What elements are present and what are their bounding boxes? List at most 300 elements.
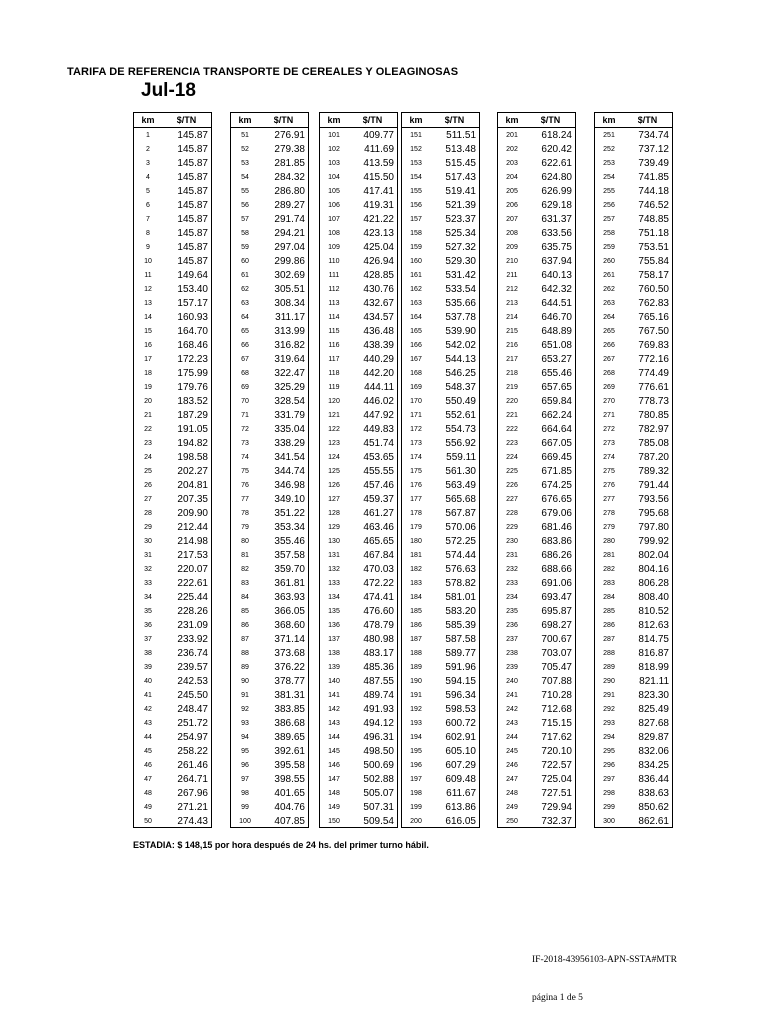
- km-cell: 146: [328, 761, 340, 769]
- km-cell: 185: [410, 607, 422, 615]
- price-cell: 622.61: [541, 157, 572, 169]
- table-row: [498, 422, 575, 436]
- table-row: [134, 464, 211, 478]
- price-cell: 814.75: [638, 633, 669, 645]
- km-cell: 59: [241, 243, 249, 251]
- price-header: $/TN: [362, 115, 383, 125]
- price-cell: 430.76: [363, 283, 394, 295]
- table-row: [402, 352, 479, 366]
- price-cell: 546.25: [445, 367, 476, 379]
- km-cell: 106: [328, 201, 340, 209]
- table-row: [498, 660, 575, 674]
- price-cell: 425.04: [363, 241, 394, 253]
- table-row: [134, 324, 211, 338]
- price-cell: 325.29: [274, 381, 305, 393]
- table-row: [595, 436, 672, 450]
- table-row: [498, 758, 575, 772]
- table-row: [231, 282, 308, 296]
- price-cell: 653.27: [541, 353, 572, 365]
- table-row: [231, 268, 308, 282]
- price-cell: 359.70: [274, 563, 305, 575]
- price-header: $/TN: [540, 115, 561, 125]
- price-cell: 338.29: [274, 437, 305, 449]
- table-row: [320, 604, 397, 618]
- price-cell: 426.94: [363, 255, 394, 267]
- price-cell: 810.52: [638, 605, 669, 617]
- table-row: [231, 506, 308, 520]
- price-cell: 629.18: [541, 199, 572, 211]
- price-cell: 168.46: [177, 339, 208, 351]
- price-cell: 655.46: [541, 367, 572, 379]
- table-row: [402, 170, 479, 184]
- table-row: [320, 212, 397, 226]
- table-row: [320, 254, 397, 268]
- table-row: [498, 786, 575, 800]
- price-cell: 602.91: [445, 731, 476, 743]
- table-row: [595, 450, 672, 464]
- km-cell: 176: [410, 481, 422, 489]
- price-cell: 517.43: [445, 171, 476, 183]
- price-cell: 729.94: [541, 801, 572, 813]
- km-cell: 282: [603, 565, 615, 573]
- price-cell: 248.47: [177, 703, 208, 715]
- km-cell: 239: [506, 663, 518, 671]
- price-cell: 544.13: [445, 353, 476, 365]
- km-cell: 117: [328, 355, 340, 363]
- km-cell: 204: [506, 173, 518, 181]
- table-row: [498, 408, 575, 422]
- price-cell: 461.27: [363, 507, 394, 519]
- km-cell: 271: [603, 411, 615, 419]
- price-cell: 611.67: [446, 787, 476, 799]
- price-cell: 483.17: [363, 647, 394, 659]
- table-row: [231, 338, 308, 352]
- table-row: [134, 800, 211, 814]
- price-cell: 451.74: [363, 437, 394, 449]
- table-row: [498, 688, 575, 702]
- table-row: [320, 730, 397, 744]
- price-header: $/TN: [444, 115, 465, 125]
- table-row: [320, 744, 397, 758]
- table-row: [231, 646, 308, 660]
- table-row: [402, 422, 479, 436]
- price-cell: 258.22: [177, 745, 208, 757]
- km-cell: 262: [603, 285, 615, 293]
- price-cell: 808.40: [638, 591, 669, 603]
- price-cell: 683.86: [541, 535, 572, 547]
- km-cell: 291: [603, 691, 615, 699]
- km-cell: 228: [506, 509, 518, 517]
- table-row: [231, 184, 308, 198]
- stay-note: ESTADIA: $ 148,15 por hora después de 24 hs. del primer turno hábil.: [133, 840, 429, 850]
- price-cell: 335.04: [274, 423, 305, 435]
- table-row: [320, 366, 397, 380]
- km-cell: 86: [241, 621, 249, 629]
- km-cell: 288: [603, 649, 615, 657]
- price-cell: 478.79: [363, 619, 394, 631]
- price-cell: 507.31: [363, 801, 394, 813]
- table-row: [134, 716, 211, 730]
- table-row: [498, 156, 575, 170]
- price-cell: 457.46: [363, 479, 394, 491]
- document-title: TARIFA DE REFERENCIA TRANSPORTE DE CEREALES Y OLEAGINOSAS: [67, 66, 459, 78]
- km-cell: 34: [144, 593, 152, 601]
- table-row: [595, 646, 672, 660]
- price-cell: 631.37: [541, 213, 572, 225]
- km-cell: 94: [241, 733, 249, 741]
- price-cell: 581.01: [445, 591, 476, 603]
- km-cell: 296: [603, 761, 615, 769]
- rate-table: [133, 112, 212, 828]
- table-row: [498, 268, 575, 282]
- table-row: [498, 380, 575, 394]
- table-row: [498, 338, 575, 352]
- table-row: [320, 464, 397, 478]
- table-row: [320, 492, 397, 506]
- price-cell: 744.18: [638, 185, 669, 197]
- table-row: [134, 366, 211, 380]
- km-cell: 284: [603, 593, 615, 601]
- price-cell: 267.96: [177, 787, 208, 799]
- km-cell: 71: [241, 411, 249, 419]
- price-cell: 217.53: [177, 549, 208, 561]
- price-cell: 776.61: [638, 381, 669, 393]
- price-cell: 476.60: [363, 605, 394, 617]
- price-cell: 644.51: [541, 297, 572, 309]
- table-row: [402, 618, 479, 632]
- table-row: [402, 492, 479, 506]
- table-row: [320, 226, 397, 240]
- table-row: [134, 352, 211, 366]
- price-cell: 467.84: [363, 549, 394, 561]
- km-cell: 254: [603, 173, 615, 181]
- price-cell: 281.85: [274, 157, 305, 169]
- price-cell: 594.15: [445, 675, 476, 687]
- km-cell: 17: [144, 355, 152, 363]
- table-row: [595, 324, 672, 338]
- km-cell: 261: [603, 271, 615, 279]
- table-row: [595, 618, 672, 632]
- km-cell: 56: [241, 201, 249, 209]
- km-cell: 169: [410, 383, 422, 391]
- price-cell: 145.87: [177, 171, 208, 183]
- km-cell: 32: [144, 565, 152, 573]
- table-row: [134, 814, 211, 828]
- price-cell: 421.22: [363, 213, 394, 225]
- table-row: [402, 436, 479, 450]
- table-row: [320, 520, 397, 534]
- price-cell: 669.45: [541, 451, 572, 463]
- km-cell: 214: [506, 313, 518, 321]
- table-row: [231, 814, 308, 828]
- table-row: [402, 212, 479, 226]
- price-cell: 793.56: [638, 493, 669, 505]
- table-row: [134, 338, 211, 352]
- km-cell: 149: [328, 803, 340, 811]
- price-cell: 440.29: [363, 353, 394, 365]
- price-cell: 376.22: [274, 661, 305, 673]
- table-row: [134, 268, 211, 282]
- table-row: [595, 772, 672, 786]
- km-cell: 48: [144, 789, 152, 797]
- table-row: [498, 772, 575, 786]
- km-cell: 186: [410, 621, 422, 629]
- table-row: [134, 436, 211, 450]
- price-cell: 276.91: [274, 129, 305, 141]
- table-row: [595, 282, 672, 296]
- price-cell: 758.17: [638, 269, 669, 281]
- table-header: [498, 113, 575, 128]
- price-cell: 415.50: [363, 171, 394, 183]
- table-row: [231, 324, 308, 338]
- km-cell: 158: [410, 229, 422, 237]
- price-cell: 587.58: [445, 633, 476, 645]
- table-row: [231, 226, 308, 240]
- table-row: [595, 184, 672, 198]
- table-row: [134, 156, 211, 170]
- km-cell: 73: [241, 439, 249, 447]
- table-row: [231, 254, 308, 268]
- table-row: [498, 674, 575, 688]
- km-cell: 68: [241, 369, 249, 377]
- table-row: [231, 394, 308, 408]
- km-cell: 80: [241, 537, 249, 545]
- table-row: [320, 590, 397, 604]
- price-cell: 474.41: [363, 591, 394, 603]
- price-cell: 525.34: [445, 227, 476, 239]
- price-cell: 446.02: [363, 395, 394, 407]
- km-cell: 194: [410, 733, 422, 741]
- table-row: [498, 142, 575, 156]
- km-cell: 39: [144, 663, 152, 671]
- price-cell: 242.53: [177, 675, 208, 687]
- price-cell: 596.34: [445, 689, 476, 701]
- price-cell: 491.93: [363, 703, 394, 715]
- km-cell: 62: [241, 285, 249, 293]
- price-cell: 444.11: [364, 381, 394, 393]
- price-cell: 739.49: [638, 157, 669, 169]
- table-row: [320, 324, 397, 338]
- km-cell: 280: [603, 537, 615, 545]
- price-cell: 191.05: [177, 423, 208, 435]
- km-cell: 193: [410, 719, 422, 727]
- table-row: [402, 674, 479, 688]
- km-cell: 5: [146, 187, 150, 195]
- price-cell: 254.97: [177, 731, 208, 743]
- price-cell: 361.81: [274, 577, 305, 589]
- km-cell: 200: [410, 817, 422, 825]
- price-cell: 419.31: [363, 199, 394, 211]
- price-cell: 485.36: [363, 661, 394, 673]
- price-cell: 616.05: [445, 815, 476, 827]
- km-cell: 272: [603, 425, 615, 433]
- price-cell: 428.85: [363, 269, 394, 281]
- price-cell: 774.49: [638, 367, 669, 379]
- price-cell: 228.26: [177, 605, 208, 617]
- table-row: [231, 352, 308, 366]
- price-cell: 346.98: [274, 479, 305, 491]
- km-cell: 137: [328, 635, 340, 643]
- km-cell: 292: [603, 705, 615, 713]
- price-cell: 373.68: [274, 647, 305, 659]
- km-cell: 244: [506, 733, 518, 741]
- km-cell: 64: [241, 313, 249, 321]
- price-cell: 423.13: [363, 227, 394, 239]
- km-cell: 182: [410, 565, 422, 573]
- table-row: [134, 254, 211, 268]
- km-cell: 75: [241, 467, 249, 475]
- table-row: [402, 296, 479, 310]
- table-row: [595, 492, 672, 506]
- table-row: [595, 478, 672, 492]
- price-cell: 787.20: [638, 451, 669, 463]
- table-row: [231, 408, 308, 422]
- price-cell: 589.77: [445, 647, 476, 659]
- km-cell: 53: [241, 159, 249, 167]
- km-cell: 138: [328, 649, 340, 657]
- table-row: [134, 296, 211, 310]
- table-row: [231, 436, 308, 450]
- price-cell: 802.04: [638, 549, 669, 561]
- table-row: [402, 282, 479, 296]
- table-row: [595, 576, 672, 590]
- km-cell: 134: [328, 593, 340, 601]
- table-row: [498, 212, 575, 226]
- km-cell: 266: [603, 341, 615, 349]
- table-row: [231, 128, 308, 142]
- km-cell: 4: [146, 173, 150, 181]
- price-cell: 725.04: [541, 773, 572, 785]
- price-cell: 515.45: [445, 157, 476, 169]
- km-cell: 49: [144, 803, 152, 811]
- km-cell: 152: [410, 145, 422, 153]
- price-cell: 305.51: [274, 283, 305, 295]
- price-cell: 707.88: [541, 675, 572, 687]
- km-cell: 150: [328, 817, 340, 825]
- table-row: [231, 618, 308, 632]
- km-header: km: [238, 115, 252, 125]
- km-cell: 91: [241, 691, 249, 699]
- table-row: [320, 170, 397, 184]
- km-cell: 154: [410, 173, 422, 181]
- km-cell: 234: [506, 593, 518, 601]
- km-cell: 256: [603, 201, 615, 209]
- table-row: [134, 198, 211, 212]
- table-row: [498, 730, 575, 744]
- table-row: [498, 352, 575, 366]
- price-cell: 505.07: [363, 787, 394, 799]
- table-row: [320, 142, 397, 156]
- km-cell: 45: [144, 747, 152, 755]
- price-cell: 529.30: [445, 255, 476, 267]
- table-row: [595, 590, 672, 604]
- km-cell: 83: [241, 579, 249, 587]
- price-cell: 780.85: [638, 409, 669, 421]
- price-cell: 799.92: [638, 535, 669, 547]
- km-cell: 93: [241, 719, 249, 727]
- table-row: [498, 254, 575, 268]
- table-row: [320, 436, 397, 450]
- km-cell: 58: [241, 229, 249, 237]
- table-row: [498, 548, 575, 562]
- km-cell: 208: [506, 229, 518, 237]
- km-cell: 129: [328, 523, 340, 531]
- price-cell: 688.66: [541, 563, 572, 575]
- table-row: [134, 394, 211, 408]
- km-cell: 104: [328, 173, 340, 181]
- km-cell: 195: [410, 747, 422, 755]
- km-cell: 26: [144, 481, 152, 489]
- km-cell: 248: [506, 789, 518, 797]
- km-cell: 115: [328, 327, 340, 335]
- table-row: [595, 534, 672, 548]
- table-row: [402, 128, 479, 142]
- km-cell: 159: [410, 243, 422, 251]
- km-cell: 257: [603, 215, 615, 223]
- price-cell: 145.87: [177, 255, 208, 267]
- km-cell: 232: [506, 565, 518, 573]
- km-cell: 277: [603, 495, 615, 503]
- price-cell: 449.83: [363, 423, 394, 435]
- km-cell: 8: [146, 229, 150, 237]
- table-row: [498, 436, 575, 450]
- km-cell: 23: [144, 439, 152, 447]
- km-cell: 267: [603, 355, 615, 363]
- price-cell: 753.51: [638, 241, 669, 253]
- table-row: [595, 310, 672, 324]
- table-row: [498, 534, 575, 548]
- table-row: [595, 716, 672, 730]
- km-cell: 191: [410, 691, 422, 699]
- km-cell: 30: [144, 537, 152, 545]
- km-cell: 180: [410, 537, 422, 545]
- table-header: [320, 113, 397, 128]
- table-row: [498, 716, 575, 730]
- table-row: [231, 366, 308, 380]
- table-row: [498, 814, 575, 828]
- km-cell: 35: [144, 607, 152, 615]
- price-cell: 204.81: [177, 479, 208, 491]
- table-row: [595, 548, 672, 562]
- price-cell: 209.90: [177, 507, 208, 519]
- price-cell: 637.94: [541, 255, 572, 267]
- table-row: [320, 534, 397, 548]
- price-cell: 695.87: [541, 605, 572, 617]
- price-cell: 145.87: [177, 199, 208, 211]
- km-cell: 246: [506, 761, 518, 769]
- km-cell: 125: [328, 467, 340, 475]
- table-row: [595, 464, 672, 478]
- km-cell: 155: [410, 187, 422, 195]
- km-cell: 98: [241, 789, 249, 797]
- table-row: [402, 142, 479, 156]
- km-cell: 229: [506, 523, 518, 531]
- table-row: [595, 422, 672, 436]
- price-cell: 311.17: [275, 311, 305, 323]
- km-cell: 161: [410, 271, 422, 279]
- km-cell: 157: [410, 215, 422, 223]
- price-cell: 145.87: [177, 227, 208, 239]
- km-cell: 221: [506, 411, 518, 419]
- price-cell: 214.98: [177, 535, 208, 547]
- table-row: [402, 184, 479, 198]
- km-cell: 25: [144, 467, 152, 475]
- km-cell: 121: [328, 411, 340, 419]
- price-cell: 511.51: [446, 129, 476, 141]
- table-row: [320, 674, 397, 688]
- price-cell: 640.13: [541, 269, 572, 281]
- table-row: [134, 548, 211, 562]
